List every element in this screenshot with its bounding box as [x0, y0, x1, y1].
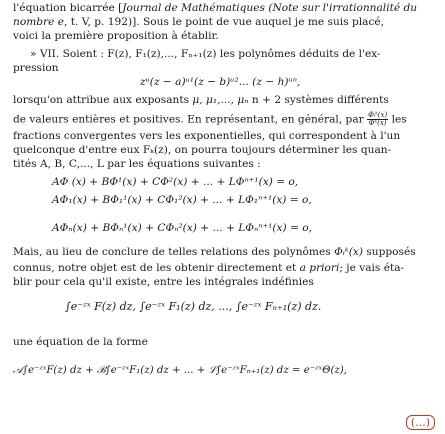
- text-line-1: [13, 2, 417, 15]
- equation-expression: zᵘ(z − a)ᵘ¹(z − b)ᵘ²... (z − h)ᵘⁿ,: [140, 76, 301, 88]
- line-12-text-a: connus, notre objet est de les obtenir directement et: [13, 262, 300, 274]
- line-7-text: de valeurs entières et positives. En représentant, en général, par: [13, 113, 364, 126]
- line-12-text-c: ; je vais éta-: [339, 262, 405, 274]
- equation-1: AΦ (x) + BΦ¹(x) + CΦ²(x) + ... + LΦⁿ⁺¹(x) = o,: [52, 176, 299, 188]
- line-11-text-a: Mais, au lieu de conclure de telles relations des polynômes: [13, 246, 335, 258]
- more-link[interactable]: (...): [406, 415, 435, 430]
- text-line-11: [13, 246, 416, 259]
- equation-integrals: ∫e⁻ᶻˣ F(z) dz, ∫e⁻ᶻˣ F₁(z) dz, ..., ∫e⁻ᶻˣ Fₙ₊₁(z) dz.: [65, 300, 322, 313]
- line-6-text-c: n + 2 systèmes différents: [248, 94, 389, 106]
- text-line-4: » VII. Soient : F(z), F₁(z),..., Fₙ₊₁(z) les polynômes déduits de l'ex-: [30, 48, 381, 60]
- text-line-13: blir pour cela qu'il existe, entre les intégrales indéfinies: [13, 276, 314, 288]
- text-line-6: [13, 94, 389, 107]
- line-7-text-b: les: [388, 113, 407, 126]
- equation-2: AΦ₁(x) + BΦ₁¹(x) + CΦ₁²(x) + ... + LΦ₁ⁿ⁺¹(x) = o,: [52, 194, 312, 206]
- line-1-text: l'équation bicarrée [: [13, 2, 123, 14]
- text-line-7: [13, 112, 407, 127]
- journal-subtitle: nombre e: [13, 16, 64, 28]
- text-line-14: une équation de la forme: [13, 336, 148, 348]
- journal-title: Journal de Mathématiques (Note sur l'irrationnalité du: [122, 2, 418, 14]
- line-6-exponents: μ, μ₁,..., μₙ: [192, 94, 249, 106]
- equation-3: AΦₙ(x) + BΦₙ¹(x) + CΦₙ²(x) + ... + LΦₙⁿ⁺¹(x) = o,: [52, 222, 312, 234]
- a-priori: a priori: [299, 262, 340, 274]
- text-line-3: voici la première proposition à établir.: [13, 30, 219, 42]
- text-line-2: [13, 16, 384, 29]
- text-line-10: tités A, B, C,..., L par les équations suivantes :: [13, 158, 261, 170]
- line-6-text-a: lorsqu'on attribue aux exposants: [13, 94, 193, 106]
- text-line-8: fractions convergentes vers les exponentielles, qui correspondent à l'un: [13, 130, 401, 142]
- continuation-marker[interactable]: [406, 415, 435, 430]
- text-line-9: quelconque d'entre eux Fₖ(z), on pourra toujours déterminer les quan-: [13, 144, 392, 156]
- line-11-polynomial: Φᵢᵏ(x): [334, 246, 363, 258]
- line-11-text-c: supposés: [362, 246, 416, 258]
- convergent-fraction: [367, 112, 388, 127]
- fraction-denominator: Φᵏ(x): [368, 119, 387, 127]
- equation-final: 𝒜∫e⁻ᶻˣF(z) dz + ℬ∫e⁻ᶻˣF₁(z) dz + ... + ℒ∫e⁻ᶻˣFₙ₊₁(z) dz = e⁻ᶻˣΘ(z),: [13, 365, 348, 376]
- line-2-text: , t. V, p. 192)]. Sous le point de vue auquel je me suis placé,: [64, 16, 385, 28]
- text-line-12: [13, 262, 404, 275]
- text-line-5: pression: [13, 62, 59, 74]
- fraction-numerator: Φᵢᵏ(x): [368, 111, 388, 119]
